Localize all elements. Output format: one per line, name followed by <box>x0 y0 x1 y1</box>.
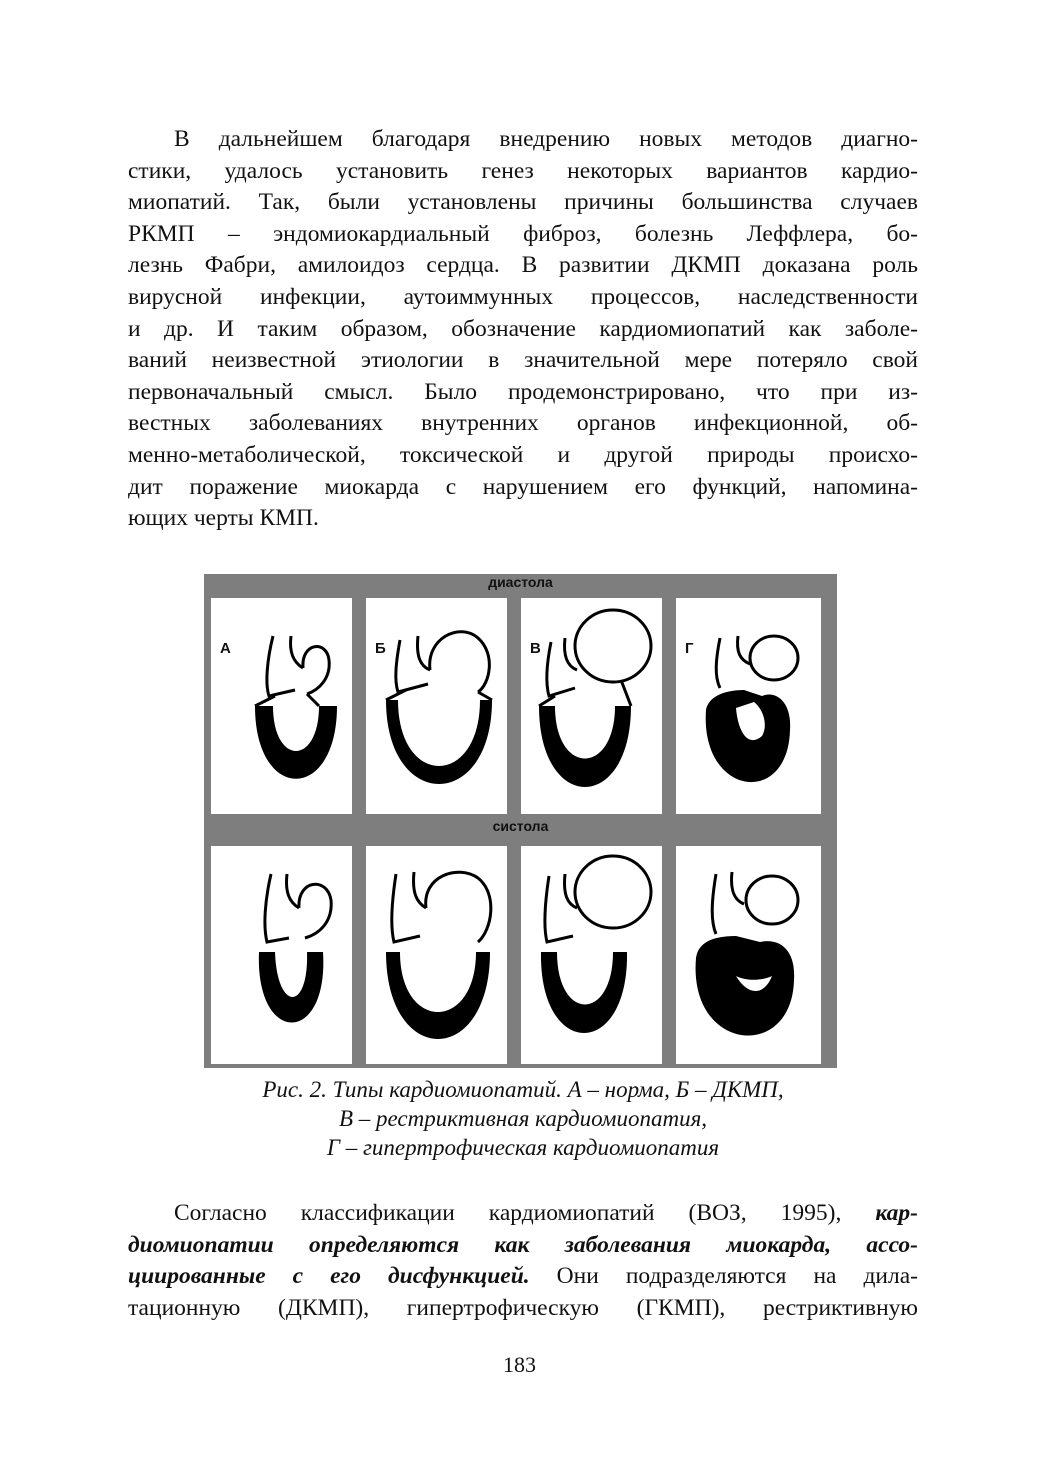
text-line: тационную (ДКМП), гипертрофическую (ГКМП), рестриктивную <box>128 1294 918 1321</box>
text-emphasis: циированные с его дисфункцией. <box>128 1263 530 1290</box>
text-line: ваний неизвестной этиологии в значительной мере потеряло свой <box>128 347 918 374</box>
text-line: менно-метаболической, токсической и другой природы происхо- <box>128 441 918 468</box>
panel-systole-rcm <box>521 846 662 1064</box>
caption-line: Г – гипертрофическая кардиомиопатия <box>326 1135 720 1160</box>
caption-line: Рис. 2. Типы кардиомиопатий. А – норма, Б – ДКМП, <box>262 1077 784 1102</box>
text-line: РКМП – эндомиокардиальный фиброз, болезнь Леффлера, бо- <box>128 220 918 247</box>
diastole-label: диастола <box>488 574 553 590</box>
text-line: стики, удалось установить генез некоторых вариантов кардио- <box>128 157 918 184</box>
panel-letter-a: А <box>220 640 231 657</box>
heart-dcm-systole-drawing <box>366 846 507 1064</box>
text-line <box>128 1261 918 1293</box>
text-plain: Согласно классификации кардиомиопатий (ВОЗ, 1995), <box>174 1200 876 1226</box>
page-number: 183 <box>503 1352 536 1377</box>
panel-diastole-rcm <box>521 598 662 814</box>
panel-diastole-normal <box>211 598 352 814</box>
text-line: дит поражение миокарда с нарушением его функций, напомина- <box>128 473 918 500</box>
heart-dcm-diastole-drawing <box>366 598 507 814</box>
text-line: миопатий. Так, были установлены причины большинства случаев <box>128 189 918 216</box>
panel-systole-dcm <box>366 846 507 1064</box>
heart-rcm-systole-drawing <box>521 846 662 1064</box>
panel-diastole-hcm <box>676 598 821 814</box>
paragraph-classification <box>128 1198 918 1324</box>
text-line: вестных заболеваниях внутренних органов инфекционной, об- <box>128 410 918 437</box>
systole-label: систола <box>492 818 549 834</box>
heart-normal-diastole-drawing <box>211 598 352 814</box>
paragraph-intro <box>128 124 918 535</box>
caption-line: В – рестриктивная кардиомиопатия, <box>338 1106 708 1131</box>
heart-normal-systole-drawing <box>211 846 352 1064</box>
text-line <box>128 1198 918 1230</box>
text-emphasis: кар- <box>875 1200 918 1226</box>
panel-letter-g: Г <box>685 640 694 657</box>
text-line: ющих черты КМП. <box>128 505 319 532</box>
text-line: диомиопатии определяются как заболевания миокарда, ассо- <box>128 1231 918 1258</box>
text-line: вирусной инфекции, аутоиммунных процессов, наследственности <box>128 283 918 310</box>
text-line: лезнь Фабри, амилоидоз сердца. В развитии ДКМП доказана роль <box>128 252 918 279</box>
figure-caption <box>128 1075 918 1162</box>
cardiomyopathy-figure <box>204 574 837 1068</box>
panel-systole-normal <box>211 846 352 1064</box>
panel-letter-b: Б <box>375 640 386 657</box>
text-line: и др. И таким образом, обозначение кардиомиопатий как заболе- <box>128 315 918 342</box>
panel-letter-v: В <box>530 640 541 657</box>
panel-diastole-dcm <box>366 598 507 814</box>
text-line: В дальнейшем благодаря внедрению новых методов диагно- <box>174 126 918 152</box>
text-line: первоначальный смысл. Было продемонстрировано, что при из- <box>128 378 918 405</box>
text-plain: Они подразделяются на дила- <box>529 1263 918 1290</box>
heart-rcm-diastole-drawing <box>521 598 662 814</box>
heart-hcm-systole-drawing <box>676 846 821 1064</box>
heart-hcm-diastole-drawing <box>676 598 821 814</box>
panel-systole-hcm <box>676 846 821 1064</box>
